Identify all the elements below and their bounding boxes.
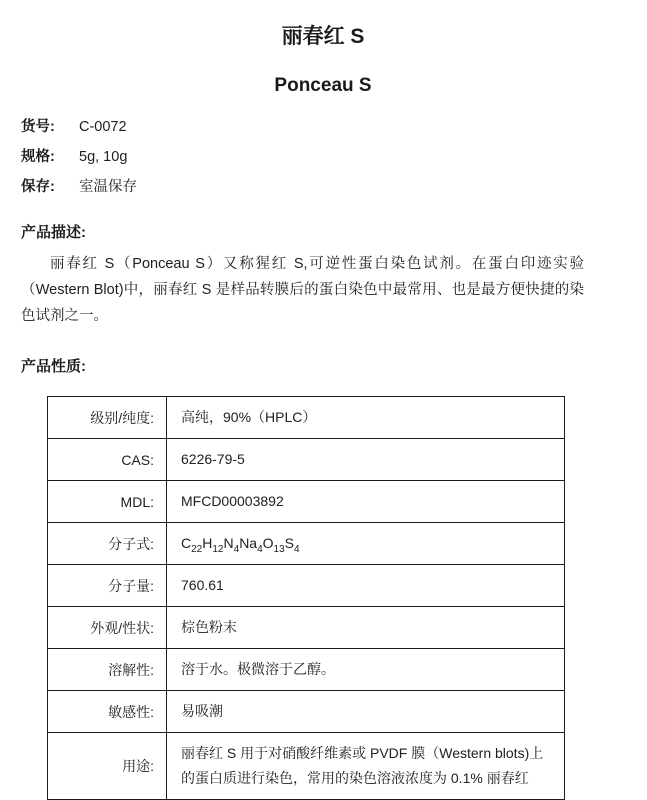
property-value: 高纯，90%（HPLC） xyxy=(167,397,565,439)
property-value-formula: $C_{22}H_{12}N_4Na_4O_{13}S_4$ xyxy=(167,523,565,565)
specification-value: 5g, 10g xyxy=(79,149,128,165)
storage-value: 室温保存 xyxy=(79,179,137,195)
property-label: 溶解性: xyxy=(48,649,167,691)
description-paragraph: 丽春红 S（Ponceau S）又称猩红 S,可逆性蛋白染色试剂。在蛋白印迹实验（Western Blot)中，丽春红 S 是样品转膜后的蛋白染色中最常用、也是最方便快捷的染色试剂之一。 xyxy=(21,256,584,324)
property-value: 760.61 xyxy=(167,565,565,607)
info-row-specification xyxy=(21,150,625,165)
table-row-grade xyxy=(48,397,565,439)
property-value: 丽春红 S 用于对硝酸纤维素或 PVDF 膜（Western blots)上的蛋白质进行染色，常用的染色溶液浓度为 0.1% 丽春红 xyxy=(167,733,565,800)
property-label: MDL: xyxy=(48,481,167,523)
info-row-catalog-number xyxy=(21,120,625,135)
table-row-appearance xyxy=(48,607,565,649)
catalog-number-value: C-0072 xyxy=(79,119,127,135)
property-value: 溶于水。极微溶于乙醇。 xyxy=(167,649,565,691)
property-value: 6226-79-5 xyxy=(167,439,565,481)
table-row-sensitivity xyxy=(48,691,565,733)
table-row-solubility xyxy=(48,649,565,691)
property-label: 分子量: xyxy=(48,565,167,607)
property-label: 敏感性: xyxy=(48,691,167,733)
storage-label: 保存: xyxy=(21,179,55,195)
property-value: 棕色粉末 xyxy=(167,607,565,649)
property-label: 级别/纯度: xyxy=(48,397,167,439)
table-row-cas xyxy=(48,439,565,481)
property-value: MFCD00003892 xyxy=(167,481,565,523)
property-value: 易吸潮 xyxy=(167,691,565,733)
property-label: 用途: xyxy=(48,733,167,800)
page-title: 丽春红 S xyxy=(281,25,365,48)
specification-label: 规格: xyxy=(21,149,55,165)
catalog-info xyxy=(21,120,625,195)
property-label: 外观/性状: xyxy=(48,607,167,649)
section-heading-description: 产品描述: xyxy=(21,224,86,241)
table-row-usage xyxy=(48,733,565,800)
property-label: CAS: xyxy=(48,439,167,481)
catalog-number-label: 货号: xyxy=(21,119,55,135)
table-row-molecular-formula xyxy=(48,523,565,565)
property-label: 分子式: xyxy=(48,523,167,565)
info-row-storage xyxy=(21,180,625,195)
section-heading-properties: 产品性质: xyxy=(21,358,86,375)
table-row-molecular-weight xyxy=(48,565,565,607)
properties-table xyxy=(47,396,565,800)
page-subtitle: Ponceau S xyxy=(274,75,372,96)
table-row-mdl xyxy=(48,481,565,523)
